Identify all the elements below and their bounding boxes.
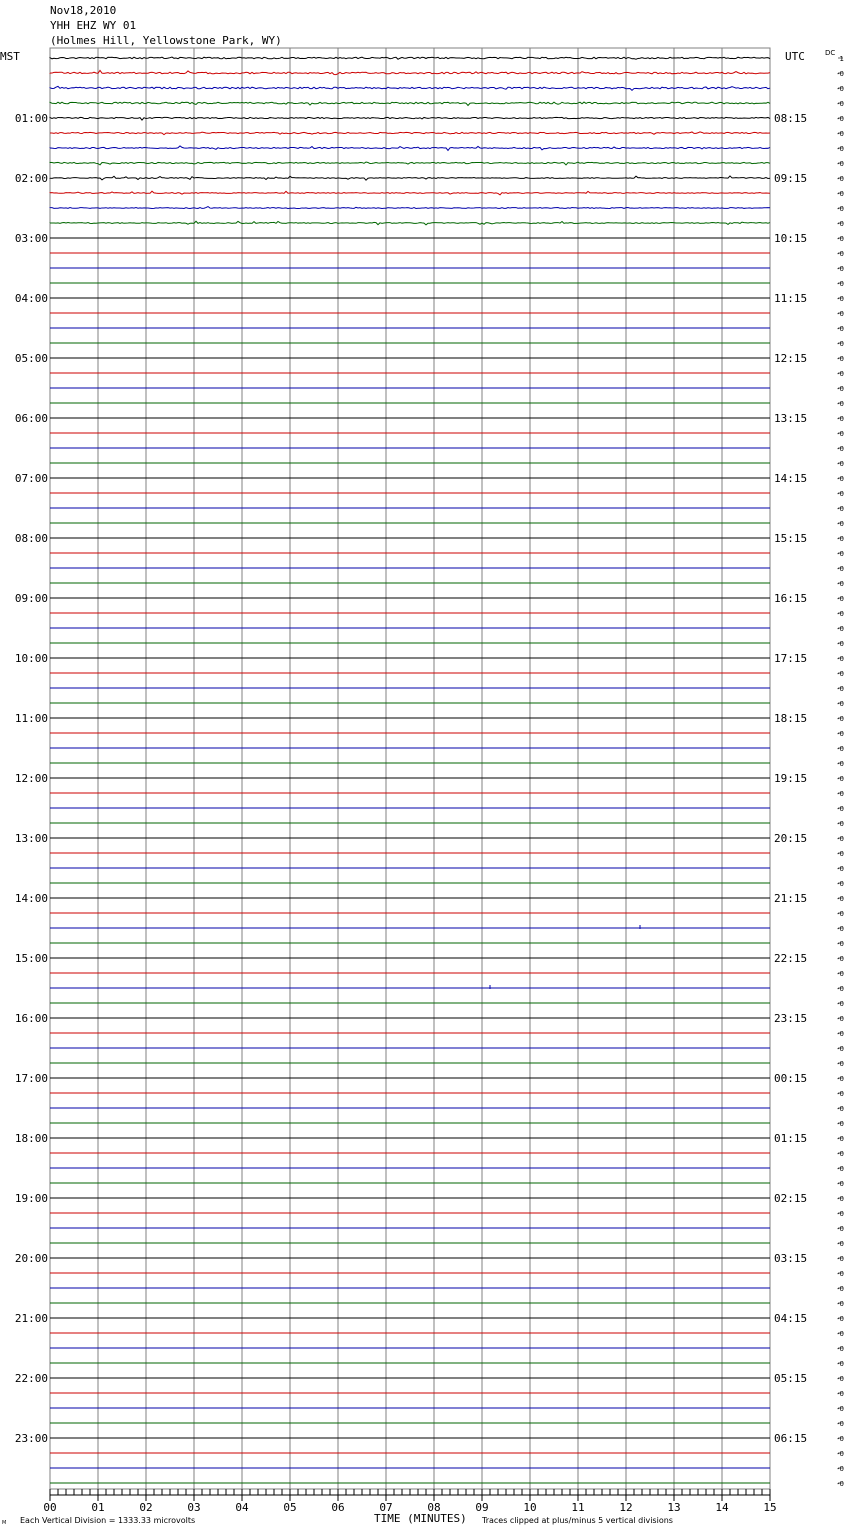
offset-label: -0 (837, 70, 844, 78)
offset-label: -0 (837, 145, 844, 153)
seismic-trace (50, 117, 770, 120)
offset-label: -0 (837, 1480, 844, 1488)
offset-label: -0 (837, 1345, 844, 1353)
hour-label-right: 18:15 (774, 712, 808, 725)
hour-label-right: 04:15 (774, 1312, 808, 1325)
hour-label-right: 17:15 (774, 652, 808, 665)
offset-label: -0 (837, 1195, 844, 1203)
x-tick-label: 07 (379, 1501, 393, 1514)
trace-group (50, 57, 770, 1483)
offset-label: -0 (837, 1105, 844, 1113)
x-axis (43, 1489, 776, 1514)
x-tick-label: 09 (475, 1501, 489, 1514)
offset-label: -0 (837, 160, 844, 168)
offset-label: -0 (837, 1075, 844, 1083)
offset-label: -0 (837, 1150, 844, 1158)
x-tick-label: 11 (571, 1501, 585, 1514)
hour-label-left: 23:00 (14, 1432, 48, 1445)
offset-label: -0 (837, 1390, 844, 1398)
hour-label-right: 00:15 (774, 1072, 808, 1085)
hour-label-left: 02:00 (14, 172, 48, 185)
offset-label: -0 (837, 460, 844, 468)
hour-label-right: 22:15 (774, 952, 808, 965)
x-tick-label: 13 (667, 1501, 681, 1514)
offset-label: -0 (837, 895, 844, 903)
offset-label: -0 (837, 430, 844, 438)
offset-label: -0 (837, 1135, 844, 1143)
offset-label: -0 (837, 475, 844, 483)
offset-label: -0 (837, 595, 844, 603)
hour-label-right: 14:15 (774, 472, 808, 485)
x-tick-label: 15 (763, 1501, 777, 1514)
offset-label: -0 (837, 700, 844, 708)
utc-label: UTC (785, 50, 805, 63)
hour-label-right: 05:15 (774, 1372, 808, 1385)
x-tick-label: 05 (283, 1501, 297, 1514)
hour-label-left: 13:00 (14, 832, 48, 845)
offset-label: -0 (837, 1435, 844, 1443)
offset-label: -0 (837, 370, 844, 378)
seismic-trace (50, 86, 770, 90)
hour-label-left: 09:00 (14, 592, 48, 605)
offset-label: -0 (837, 175, 844, 183)
offset-label: -0 (837, 940, 844, 948)
offset-label: -0 (837, 1180, 844, 1188)
offset-label: -0 (837, 820, 844, 828)
offset-label: -0 (837, 220, 844, 228)
x-tick-label: 10 (523, 1501, 537, 1514)
hour-label-right: 11:15 (774, 292, 808, 305)
seismic-trace (50, 176, 770, 180)
x-tick-label: 01 (91, 1501, 105, 1514)
hour-label-right: 15:15 (774, 532, 808, 545)
hour-label-left: 12:00 (14, 772, 48, 785)
offset-label: -0 (837, 130, 844, 138)
hour-label-right: 21:15 (774, 892, 808, 905)
x-tick-label: 04 (235, 1501, 249, 1514)
offset-label: -0 (837, 385, 844, 393)
offset-label: -0 (837, 670, 844, 678)
hour-label-left: 17:00 (14, 1072, 48, 1085)
offset-label: -0 (837, 955, 844, 963)
seismic-trace (50, 132, 770, 135)
offset-label: -0 (837, 310, 844, 318)
offset-label: -0 (837, 745, 844, 753)
offset-label: -0 (837, 1240, 844, 1248)
hour-label-right: 02:15 (774, 1192, 808, 1205)
offset-label: -0 (837, 835, 844, 843)
offset-label: -0 (837, 865, 844, 873)
offset-label: -0 (837, 1045, 844, 1053)
hour-label-left: 01:00 (14, 112, 48, 125)
offset-label: -0 (837, 490, 844, 498)
hour-label-right: 16:15 (774, 592, 808, 605)
offset-label: 1 (839, 55, 844, 63)
right-hour-labels (774, 112, 807, 1445)
hour-label-left: 05:00 (14, 352, 48, 365)
seismic-trace (50, 70, 770, 74)
location-title: (Holmes Hill, Yellowstone Park, WY) (50, 34, 282, 47)
offset-label: -0 (837, 985, 844, 993)
offset-label: -0 (837, 1030, 844, 1038)
x-tick-label: 03 (187, 1501, 201, 1514)
hour-label-right: 23:15 (774, 1012, 808, 1025)
hour-label-left: 21:00 (14, 1312, 48, 1325)
hour-label-left: 18:00 (14, 1132, 48, 1145)
offset-label: -0 (837, 205, 844, 213)
offset-label: -0 (837, 790, 844, 798)
date-title: Nov18,2010 (50, 4, 117, 17)
offset-label: -0 (837, 1000, 844, 1008)
offset-label: -0 (837, 1270, 844, 1278)
hour-label-left: 04:00 (14, 292, 48, 305)
offset-label: -0 (837, 610, 844, 618)
offset-label: -0 (837, 760, 844, 768)
offset-label: -0 (837, 925, 844, 933)
offset-label: -0 (837, 1060, 844, 1068)
clip-note: Traces clipped at plus/minus 5 vertical divisions (482, 1516, 673, 1525)
hour-label-left: 15:00 (14, 952, 48, 965)
offset-label: -0 (837, 115, 844, 123)
offset-label: -0 (837, 355, 844, 363)
offset-label: -0 (837, 1465, 844, 1473)
offset-label: -0 (837, 295, 844, 303)
offset-label: -0 (837, 1165, 844, 1173)
hour-label-left: 03:00 (14, 232, 48, 245)
hour-label-right: 12:15 (774, 352, 808, 365)
offset-label: -0 (837, 265, 844, 273)
offset-label: -0 (837, 445, 844, 453)
offset-label: -0 (837, 1015, 844, 1023)
offset-label: -0 (837, 970, 844, 978)
offset-label: -0 (837, 1225, 844, 1233)
offset-label: -0 (837, 400, 844, 408)
seismic-trace (50, 57, 770, 59)
offset-label: -0 (837, 190, 844, 198)
offset-label: -0 (837, 1450, 844, 1458)
seismic-trace (50, 191, 770, 195)
hour-label-right: 08:15 (774, 112, 808, 125)
offset-label: -0 (837, 535, 844, 543)
offset-label: -0 (837, 1360, 844, 1368)
offset-label: -0 (837, 1285, 844, 1293)
offset-label: -0 (837, 850, 844, 858)
offset-label: -0 (837, 730, 844, 738)
offset-label: -0 (837, 325, 844, 333)
x-axis-title: TIME (MINUTES) (374, 1512, 467, 1525)
offset-label: -0 (837, 1120, 844, 1128)
hour-label-right: 19:15 (774, 772, 808, 785)
offset-label: -0 (837, 235, 844, 243)
hour-label-right: 03:15 (774, 1252, 808, 1265)
seismic-trace (50, 146, 770, 151)
hour-label-left: 14:00 (14, 892, 48, 905)
seismic-trace (50, 162, 770, 165)
offset-label: -0 (837, 280, 844, 288)
offset-label: -0 (837, 505, 844, 513)
hour-label-left: 11:00 (14, 712, 48, 725)
seismic-trace (50, 221, 770, 225)
offset-label: -0 (837, 775, 844, 783)
left-hour-labels (15, 112, 48, 1445)
offset-label: -0 (837, 580, 844, 588)
offset-label: -0 (837, 250, 844, 258)
offset-label: -0 (837, 1330, 844, 1338)
hour-label-left: 08:00 (14, 532, 48, 545)
hour-label-left: 19:00 (14, 1192, 48, 1205)
offset-label: -0 (837, 1405, 844, 1413)
hour-label-left: 16:00 (14, 1012, 48, 1025)
x-tick-label: 12 (619, 1501, 633, 1514)
offset-label: -0 (837, 1375, 844, 1383)
x-tick-label: 02 (139, 1501, 153, 1514)
hour-label-right: 06:15 (774, 1432, 808, 1445)
hour-label-right: 10:15 (774, 232, 808, 245)
offset-label: -0 (837, 880, 844, 888)
x-tick-label: 14 (715, 1501, 729, 1514)
hour-label-left: 10:00 (14, 652, 48, 665)
offset-label: -0 (837, 565, 844, 573)
dc-label: DC (825, 49, 836, 57)
scale-note: Each Vertical Division = 1333.33 microvolts (20, 1516, 196, 1525)
offset-label: -0 (837, 1210, 844, 1218)
hour-label-left: 22:00 (14, 1372, 48, 1385)
hour-label-right: 09:15 (774, 172, 808, 185)
offset-label: -0 (837, 550, 844, 558)
offset-label: -0 (837, 1255, 844, 1263)
x-tick-label: 08 (427, 1501, 441, 1514)
offset-label: -0 (837, 415, 844, 423)
seismic-trace (50, 207, 770, 209)
hour-label-right: 20:15 (774, 832, 808, 845)
offset-label: -0 (837, 640, 844, 648)
station-title: YHH EHZ WY 01 (50, 19, 137, 32)
seismic-trace (50, 102, 770, 105)
hour-label-left: 07:00 (14, 472, 48, 485)
hour-label-right: 13:15 (774, 412, 808, 425)
offset-label: -0 (837, 715, 844, 723)
offset-label: -0 (837, 910, 844, 918)
offset-label: -0 (837, 655, 844, 663)
mst-label: MST (0, 50, 20, 63)
hour-label-left: 20:00 (14, 1252, 48, 1265)
x-tick-label: 00 (43, 1501, 57, 1514)
offset-label: -0 (837, 520, 844, 528)
trace-offset-labels (837, 55, 844, 1488)
offset-label: -0 (837, 85, 844, 93)
offset-label: -0 (837, 340, 844, 348)
offset-label: -0 (837, 100, 844, 108)
x-tick-label: 06 (331, 1501, 345, 1514)
offset-label: -0 (837, 805, 844, 813)
offset-label: -0 (837, 1315, 844, 1323)
offset-label: -0 (837, 1090, 844, 1098)
corner-mark: M (2, 1520, 7, 1526)
offset-label: -0 (837, 625, 844, 633)
offset-label: -0 (837, 685, 844, 693)
offset-label: -0 (837, 1420, 844, 1428)
hour-label-left: 06:00 (14, 412, 48, 425)
offset-label: -0 (837, 1300, 844, 1308)
hour-label-right: 01:15 (774, 1132, 808, 1145)
